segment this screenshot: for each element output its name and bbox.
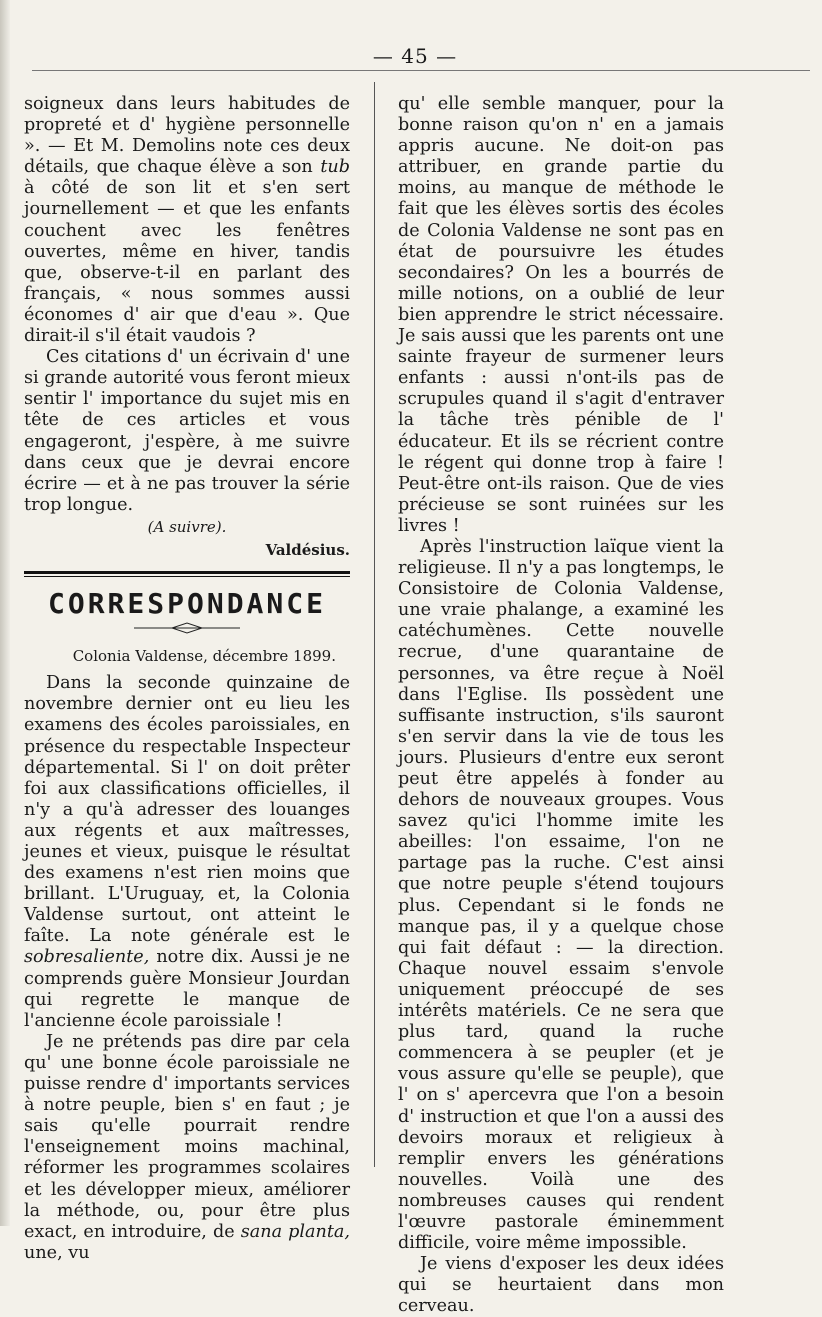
left-column bbox=[24, 94, 350, 1264]
italic-word: sobresaliente, bbox=[24, 947, 150, 968]
page-header bbox=[20, 44, 810, 74]
header-rule bbox=[32, 70, 810, 71]
paragraph-ecole: Je ne prétends pas dire par cela qu' une bonne école paroissiale ne puisse rendre d' importants services à notre peuple, bien s' en faut ; je sais qu'elle pourrait rendre l'enseignement moins machinal, réformer les programmes scolaires et les développer mieux, améliorer la méthode, ou, pour être plus exact, en introduire, de sana planta, une, vu bbox=[24, 1031, 351, 1263]
paragraph-citations: Ces citations d' un écrivain d' une si grande autorité vous feront mieux sentir l' importance du sujet mis en tête de ces articles et vous engageront, j'espère, à me suivre dans ceux que je devrai encore écrire — et à ne pas trouver la série trop longue. bbox=[24, 347, 350, 515]
right-column bbox=[398, 94, 724, 1317]
section-rule bbox=[24, 571, 350, 577]
ornament-divider bbox=[132, 622, 242, 634]
dateline: Colonia Valdense, décembre 1899. bbox=[72, 647, 336, 666]
paragraph-methode: qu' elle semble manquer, pour la bonne raison qu'on n' en a jamais appris aucune. Ne doit-on pas attribuer, en grande partie du moins, au manque de méthode le fait que les élèves sortis des écoles de Colonia Valdense ne sont pas en état de poursuivre les études secondaires? On les a bourrés de mille notions, on a oublié de leur bien apprendre le strict nécessaire. Je sais aussi que les parents ont une sainte frayeur de surmener leurs enfants : aussi n'ont-ils pas de scrupules quand il s'agit d'entraver la tâche très pénible de l' éducateur. Et ils se récrient contre le régent qui donne trop à faire ! Peut-être ont-ils raison. Que de vies précieuse se sont ruinées sur les livres ! bbox=[398, 94, 724, 536]
article-author: Valdésius. bbox=[265, 540, 350, 559]
page-edge-shadow bbox=[0, 0, 10, 1226]
paragraph-examens: Dans la seconde quinzaine de novembre dernier ont eu lieu les examens des écoles paroissiales, en présence du respectable Inspecteur départemental. Si l' on doit prêter foi aux classifications officielles, il n'y a qu'à adresser des louanges aux régents et aux maîtresses, jeunes et vieux, puisque le résultat des examens n'est rien moins que brillant. L'Uruguay, et, la Colonia Valdense surtout, ont atteint le faîte. La note générale est le sobresaliente, notre dix. Aussi je ne comprends guère Monsieur Jourdan qui regrette le manque de l'ancienne école paroissiale ! bbox=[24, 673, 350, 1031]
italic-word: tub bbox=[320, 157, 350, 178]
section-title: CORRESPONDANCE bbox=[47, 587, 326, 621]
page-number: — 45 — bbox=[372, 44, 458, 68]
to-be-continued: (A suivre). bbox=[147, 517, 227, 536]
paragraph-conclusion: Je viens d'exposer les deux idées qui se heurtaient dans mon cerveau. bbox=[398, 1254, 724, 1317]
column-divider bbox=[374, 82, 375, 1167]
paragraph-religieuse: Après l'instruction laïque vient la religieuse. Il n'y a pas longtemps, le Consistoire de Colonia Valdense, une vraie phalange, a examiné les catéchumènes. Cette nouvelle recrue, d'une quarantaine de personnes, va être reçue à Noël dans l'Eglise. Ils possèdent une suffisante instruction, s'ils sauront s'en servir dans la vie de tous les jours. Plusieurs d'entre eux seront peut être appelés à fonder au dehors de nouveaux groupes. Vous savez qu'ici l'homme imite les abeilles: l'on essaime, l'on ne partage pas la ruche. C'est ainsi que notre peuple s'étend toujours plus. Cependant si le fonds ne manque pas, il y a quelque chose qui fait défaut : — la direction. Chaque nouvel essaim s'envole uniquement préoccupé de ses intérêts matériels. Ce ne sera que plus tard, quand la ruche commencera à se peupler (et je vous assure qu'elle se peuple), que l' on s' apercevra que l'on a besoin d' instruction et que l'on a aussi des devoirs moraux et religieux à remplir envers les générations nouvelles. Voilà une des nombreuses causes qui rendent l'œuvre pastorale éminemment difficile, voire même impossible. bbox=[398, 536, 724, 1254]
italic-word: sana planta, bbox=[240, 1221, 351, 1242]
paragraph-continued: soigneux dans leurs habitudes de propreté et d' hygiène personnelle ». — Et M. Demolins note ces deux détails, que chaque élève a son tub à côté de son lit et s'en sert journellement — et que les enfants couchent avec les fenêtres ouvertes, même en hiver, tandis que, observe-t-il en parlant des français, « nous sommes aussi économes d' air que d'eau ». Que dirait-il s'il était vaudois ? bbox=[24, 94, 350, 347]
